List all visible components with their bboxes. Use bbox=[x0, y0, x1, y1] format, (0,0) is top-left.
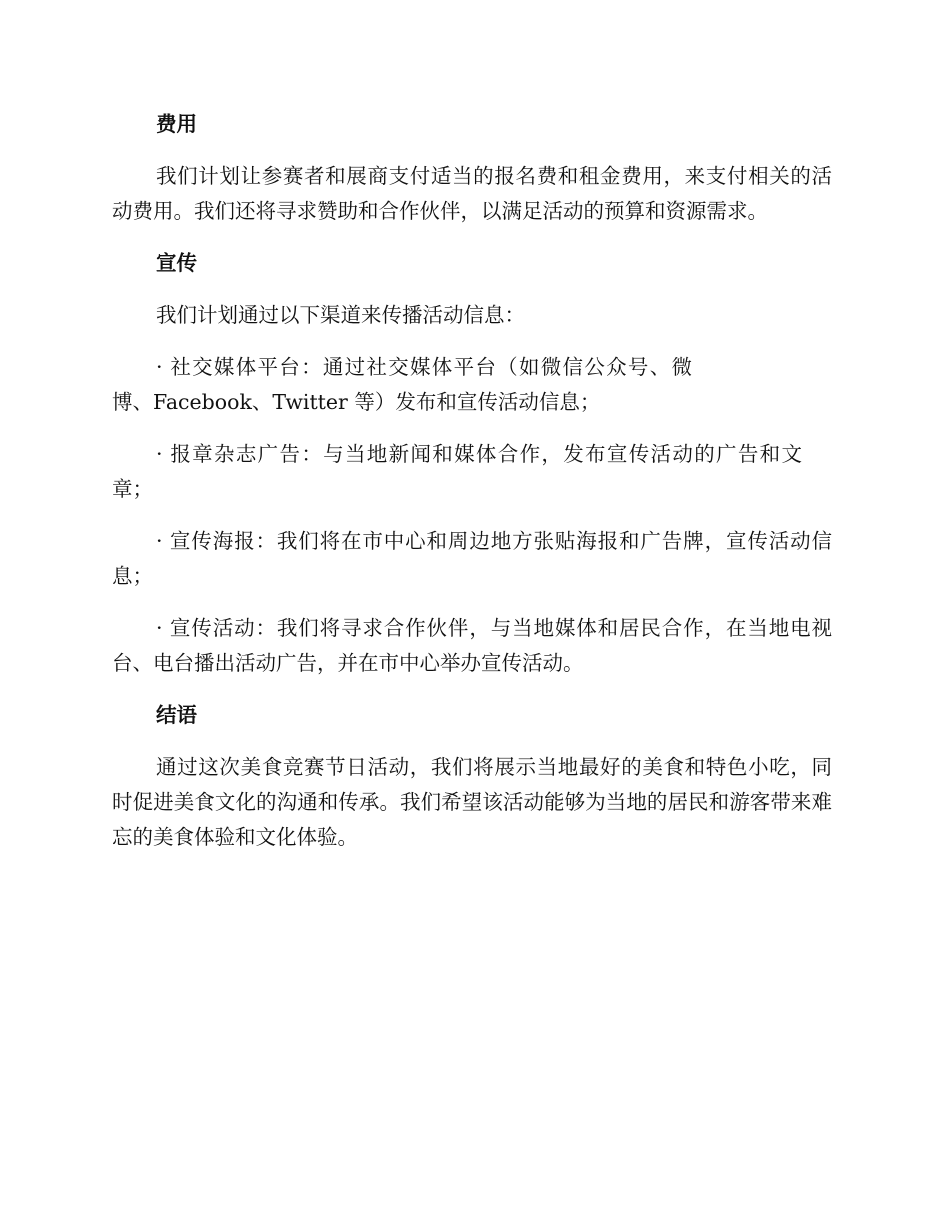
section-heading-promotion: 宣传 bbox=[156, 251, 197, 275]
promotion-bullet-newspaper-ads: · 报章杂志广告：与当地新闻和媒体合作，发布宣传活动的广告和文章； bbox=[112, 442, 802, 501]
promotion-bullet-social-media: · 社交媒体平台：通过社交媒体平台（如微信公众号、微博、Facebook、Twitter 等）发布和宣传活动信息； bbox=[112, 355, 692, 414]
promotion-bullet-events: · 宣传活动：我们将寻求合作伙伴，与当地媒体和居民合作，在当地电视台、电台播出活动广告，并在市中心举办宣传活动。 bbox=[112, 616, 832, 675]
conclusion-paragraph: 通过这次美食竞赛节日活动，我们将展示当地最好的美食和特色小吃，同时促进美食文化的沟通和传承。我们希望该活动能够为当地的居民和游客带来难忘的美食体验和文化体验。 bbox=[112, 755, 832, 849]
promotion-bullet-posters: · 宣传海报：我们将在市中心和周边地方张贴海报和广告牌，宣传活动信息； bbox=[112, 529, 832, 588]
section-heading-fees: 费用 bbox=[156, 112, 197, 136]
promotion-intro-paragraph: 我们计划通过以下渠道来传播活动信息： bbox=[156, 303, 525, 327]
section-heading-conclusion: 结语 bbox=[156, 703, 197, 727]
document-page bbox=[112, 107, 832, 872]
fees-paragraph: 我们计划让参赛者和展商支付适当的报名费和租金费用，来支付相关的活动费用。我们还将寻求赞助和合作伙伴，以满足活动的预算和资源需求。 bbox=[112, 164, 832, 223]
